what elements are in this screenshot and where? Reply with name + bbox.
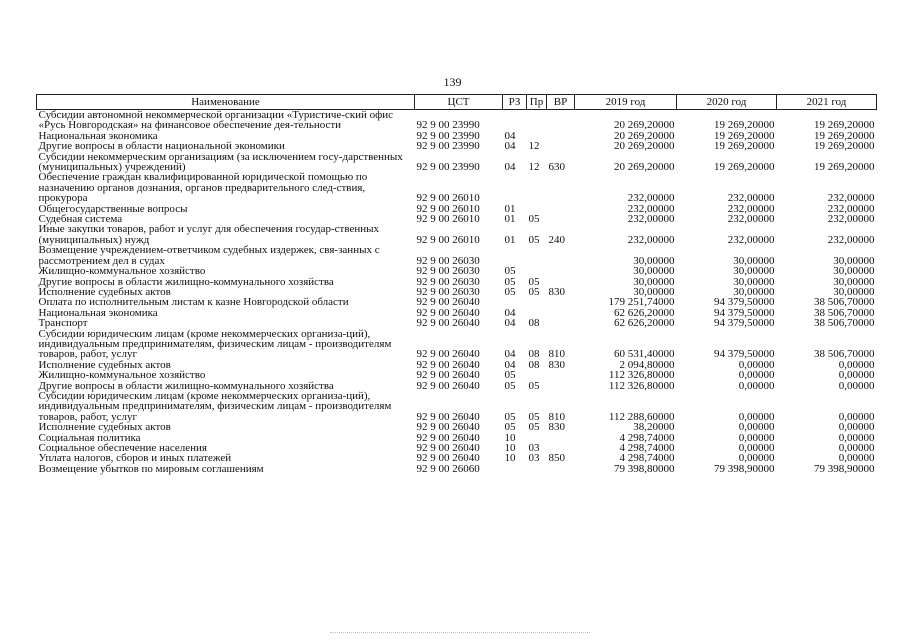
cell-rz: 05 <box>504 421 516 434</box>
cell-vr <box>547 204 575 214</box>
budget-table <box>36 94 877 474</box>
cell-name: Другие вопросы в области национальной экономики <box>38 140 285 153</box>
cell-name: Другие вопросы в области жилищно-коммунального хозяйства <box>38 275 334 288</box>
cell-cst: 92 9 00 23990 <box>416 119 480 132</box>
cell-pr <box>527 266 547 276</box>
table-row <box>37 110 877 131</box>
cell-rz: 05 <box>504 275 516 288</box>
cell-cst: 92 9 00 23990 <box>416 161 480 174</box>
cell-y2019: 4 298,74000 <box>619 452 675 465</box>
cell-y2019: 20 269,20000 <box>614 161 675 174</box>
cell-rz: 05 <box>504 285 516 298</box>
cell-vr: 810 <box>548 348 565 361</box>
cell-y2019: 4 298,74000 <box>619 442 675 454</box>
cell-name: Транспорт <box>38 317 88 330</box>
cell-y2021: 0,00000 <box>838 410 875 423</box>
cell-cst: 92 9 00 26040 <box>416 358 480 371</box>
cell-y2020: 0,00000 <box>738 421 775 434</box>
cell-y2021: 19 269,20000 <box>814 119 875 132</box>
cell-rz: 10 <box>504 452 516 465</box>
table-row <box>37 391 877 422</box>
cell-y2021: 0,00000 <box>838 421 875 434</box>
page-number: 139 <box>443 75 462 89</box>
cell-y2021: 0,00000 <box>838 431 875 444</box>
cell-y2019: 112 288,60000 <box>608 410 675 423</box>
col-header-pr: Пр <box>527 95 547 110</box>
table-row <box>37 266 877 276</box>
cell-y2020: 232,00000 <box>727 233 775 246</box>
cell-name: Субсидии юридическим лицам (кроме некоммерческих организа-ций), индивидуальным предпринимателям, физическим лицам - производителям товаров, работ, услуг <box>38 389 392 423</box>
cell-name: Исполнение судебных актов <box>38 421 171 434</box>
cell-name: Национальная экономика <box>38 306 158 319</box>
cell-vr <box>547 110 575 131</box>
table-header-row <box>37 95 877 110</box>
cell-rz: 04 <box>504 129 516 142</box>
cell-name: Иные закупки товаров, работ и услуг для обеспечения государ-ственных (муниципальных) нужд <box>38 223 380 246</box>
cell-pr <box>527 370 547 380</box>
cell-vr <box>547 370 575 380</box>
cell-y2021: 19 269,20000 <box>814 140 875 153</box>
cell-vr <box>547 131 575 141</box>
cell-cst: 92 9 00 26030 <box>416 275 480 288</box>
cell-y2020: 19 269,20000 <box>714 140 775 153</box>
col-header-rz: РЗ <box>503 95 527 110</box>
cell-y2020: 0,00000 <box>738 379 775 392</box>
cell-name: Субсидии автономной некоммерческой организации «Туристиче-ский офис «Русь Новгородская» на финансовое обеспечение дея-тельности <box>38 109 394 132</box>
cell-cst: 92 9 00 26040 <box>416 410 480 423</box>
cell-name: Жилищно-коммунальное хозяйство <box>38 265 206 278</box>
col-header-name: Наименование <box>37 95 415 110</box>
cell-vr: 240 <box>548 233 565 246</box>
cell-name: Социальная политика <box>38 431 141 444</box>
cell-y2020: 0,00000 <box>738 410 775 423</box>
cell-y2021: 232,00000 <box>827 192 875 205</box>
cell-cst: 92 9 00 26040 <box>416 452 480 465</box>
cell-y2020: 232,00000 <box>727 202 775 215</box>
cell-name: Другие вопросы в области жилищно-коммунального хозяйства <box>38 379 334 392</box>
cell-name: Оплата по исполнительным листам к казне Новгородской области <box>38 296 349 309</box>
cell-y2019: 232,00000 <box>627 192 675 205</box>
cell-rz <box>503 172 527 203</box>
cell-vr: 850 <box>548 452 565 465</box>
cell-y2021: 30,00000 <box>833 254 875 267</box>
cell-y2020: 94 379,50000 <box>714 306 775 319</box>
table-row <box>37 245 877 266</box>
cell-vr: 830 <box>548 285 565 298</box>
cell-y2019: 4 298,74000 <box>619 431 675 444</box>
table-row <box>37 224 877 245</box>
cell-vr <box>547 318 575 328</box>
cell-pr <box>527 297 547 307</box>
cell-y2019: 60 531,40000 <box>614 348 675 361</box>
cell-y2020: 232,00000 <box>727 213 775 226</box>
table-body <box>37 110 877 475</box>
cell-rz: 04 <box>504 161 516 174</box>
cell-y2021: 38 506,70000 <box>814 317 875 330</box>
cell-y2021: 0,00000 <box>838 369 875 382</box>
cell-y2021: 19 269,20000 <box>814 129 875 142</box>
cell-name: Судебная система <box>38 213 123 226</box>
col-header-2019: 2019 год <box>575 95 677 110</box>
cell-y2020: 94 379,50000 <box>714 348 775 361</box>
cell-rz <box>503 110 527 131</box>
cell-vr <box>547 245 575 266</box>
cell-vr <box>547 381 575 391</box>
cell-cst: 92 9 00 26030 <box>416 285 480 298</box>
cell-vr: 830 <box>548 421 565 434</box>
cell-rz: 01 <box>504 233 516 246</box>
scan-artifact-line <box>330 632 590 635</box>
cell-rz: 04 <box>504 317 516 330</box>
cell-y2021: 0,00000 <box>838 379 875 392</box>
cell-pr: 08 <box>528 348 540 361</box>
cell-y2021: 30,00000 <box>833 285 875 298</box>
cell-pr: 05 <box>528 213 540 226</box>
cell-name: Национальная экономика <box>38 129 158 142</box>
cell-name: Субсидии некоммерческим организациям (за исключением госу-дарственных (муниципальных) учреждений) <box>38 150 403 174</box>
cell-pr: 12 <box>528 140 540 153</box>
cell-y2021: 79 398,90000 <box>814 462 875 475</box>
cell-pr: 12 <box>528 161 540 174</box>
cell-y2019: 112 326,80000 <box>608 379 675 392</box>
cell-vr: 810 <box>548 410 565 423</box>
cell-y2019: 232,00000 <box>627 213 675 226</box>
cell-rz: 05 <box>504 369 516 382</box>
cell-vr <box>547 433 575 443</box>
cell-vr <box>547 464 575 474</box>
cell-pr: 03 <box>528 452 540 465</box>
cell-y2020: 0,00000 <box>738 442 775 454</box>
cell-cst: 92 9 00 26010 <box>416 213 480 226</box>
cell-y2019: 30,00000 <box>633 254 675 267</box>
cell-vr <box>547 308 575 318</box>
cell-y2021: 0,00000 <box>838 452 875 465</box>
cell-pr <box>527 464 547 474</box>
cell-pr <box>527 110 547 131</box>
cell-vr: 830 <box>548 358 565 371</box>
table-row <box>37 172 877 203</box>
table-row <box>37 370 877 380</box>
cell-y2020: 30,00000 <box>733 285 775 298</box>
cell-name: Исполнение судебных актов <box>38 358 171 371</box>
cell-rz: 05 <box>504 379 516 392</box>
cell-y2021: 38 506,70000 <box>814 296 875 309</box>
cell-y2020: 232,00000 <box>727 192 775 205</box>
cell-y2020: 19 269,20000 <box>714 119 775 132</box>
cell-y2019: 20 269,20000 <box>614 140 675 153</box>
cell-y2020: 19 269,20000 <box>714 129 775 142</box>
table-row <box>37 329 877 360</box>
cell-y2020: 94 379,50000 <box>714 317 775 330</box>
cell-rz <box>503 464 527 474</box>
cell-vr <box>547 297 575 307</box>
cell-y2019: 79 398,80000 <box>614 462 675 475</box>
cell-y2021: 0,00000 <box>838 442 875 454</box>
cell-name: Общегосударственные вопросы <box>38 202 188 215</box>
table-row <box>37 318 877 328</box>
cell-rz: 04 <box>504 348 516 361</box>
cell-rz: 05 <box>504 265 516 278</box>
cell-y2019: 112 326,80000 <box>608 369 675 382</box>
cell-y2019: 62 626,20000 <box>614 317 675 330</box>
cell-y2021: 30,00000 <box>833 265 875 278</box>
cell-pr: 05 <box>528 233 540 246</box>
cell-y2021: 38 506,70000 <box>814 348 875 361</box>
cell-y2019: 179 251,74000 <box>608 296 675 309</box>
cell-y2020: 30,00000 <box>733 254 775 267</box>
cell-cst: 92 9 00 26040 <box>416 379 480 392</box>
cell-rz: 05 <box>504 410 516 423</box>
cell-name: Обеспечение граждан квалифицированной юридической помощью по назначению органов дознания, органов предварительного след-ствия, прокурора <box>38 171 368 205</box>
cell-y2019: 232,00000 <box>627 202 675 215</box>
cell-y2021: 19 269,20000 <box>814 161 875 174</box>
cell-cst: 92 9 00 26040 <box>416 431 480 444</box>
cell-rz: 04 <box>504 358 516 371</box>
cell-y2019: 62 626,20000 <box>614 306 675 319</box>
cell-y2019: 20 269,20000 <box>614 119 675 132</box>
cell-pr: 05 <box>528 379 540 392</box>
cell-cst: 92 9 00 26030 <box>416 254 480 267</box>
cell-name: Жилищно-коммунальное хозяйство <box>38 369 206 382</box>
cell-cst: 92 9 00 26040 <box>416 421 480 434</box>
cell-y2021: 38 506,70000 <box>814 306 875 319</box>
cell-y2019: 2 094,80000 <box>619 358 675 371</box>
cell-cst: 92 9 00 26010 <box>416 202 480 215</box>
cell-y2020: 0,00000 <box>738 431 775 444</box>
cell-name: Исполнение судебных актов <box>38 285 171 298</box>
col-header-2020: 2020 год <box>677 95 777 110</box>
cell-cst: 92 9 00 26040 <box>416 442 480 454</box>
cell-rz: 10 <box>504 442 516 454</box>
cell-vr <box>547 172 575 203</box>
cell-pr: 08 <box>528 358 540 371</box>
cell-rz: 04 <box>504 306 516 319</box>
cell-pr: 05 <box>528 421 540 434</box>
cell-y2019: 30,00000 <box>633 285 675 298</box>
cell-name: Социальное обеспечение населения <box>38 442 207 454</box>
cell-cst: 92 9 00 26040 <box>416 348 480 361</box>
cell-pr: 05 <box>528 410 540 423</box>
cell-y2021: 232,00000 <box>827 233 875 246</box>
cell-vr <box>547 214 575 224</box>
cell-pr <box>527 172 547 203</box>
cell-pr: 03 <box>528 442 540 454</box>
cell-y2020: 0,00000 <box>738 452 775 465</box>
cell-name: Уплата налогов, сборов и иных платежей <box>38 452 232 465</box>
cell-rz: 10 <box>504 431 516 444</box>
cell-y2020: 0,00000 <box>738 358 775 371</box>
cell-y2019: 38,20000 <box>633 421 675 434</box>
cell-y2020: 0,00000 <box>738 369 775 382</box>
col-header-2021: 2021 год <box>777 95 877 110</box>
cell-pr: 05 <box>528 285 540 298</box>
cell-y2021: 232,00000 <box>827 213 875 226</box>
cell-rz: 01 <box>504 213 516 226</box>
cell-y2019: 232,00000 <box>627 233 675 246</box>
cell-cst: 92 9 00 26040 <box>416 296 480 309</box>
table-row <box>37 464 877 474</box>
cell-cst: 92 9 00 26040 <box>416 369 480 382</box>
cell-y2021: 0,00000 <box>838 358 875 371</box>
cell-y2020: 94 379,50000 <box>714 296 775 309</box>
cell-vr <box>547 141 575 151</box>
cell-y2019: 20 269,20000 <box>614 129 675 142</box>
cell-cst: 92 9 00 23990 <box>416 129 480 142</box>
cell-vr <box>547 266 575 276</box>
cell-name: Субсидии юридическим лицам (кроме некоммерческих организа-ций), индивидуальным предпринимателям, физическим лицам - производителям товаров, работ, услуг <box>38 327 392 361</box>
cell-pr: 05 <box>528 275 540 288</box>
col-header-vr: ВР <box>547 95 575 110</box>
cell-vr: 630 <box>548 161 565 174</box>
cell-cst: 92 9 00 26060 <box>416 462 480 475</box>
cell-cst: 92 9 00 23990 <box>416 140 480 153</box>
cell-cst: 92 9 00 26040 <box>416 317 480 330</box>
cell-y2019: 30,00000 <box>633 275 675 288</box>
cell-rz <box>503 245 527 266</box>
cell-y2020: 30,00000 <box>733 275 775 288</box>
cell-cst: 92 9 00 26010 <box>416 192 480 205</box>
cell-name: Возмещение учреждением-ответчиком судебных издержек, свя-занных с рассмотрением дел в судах <box>38 244 380 267</box>
cell-y2019: 30,00000 <box>633 265 675 278</box>
cell-pr: 08 <box>528 317 540 330</box>
cell-rz: 04 <box>504 140 516 153</box>
cell-y2020: 19 269,20000 <box>714 161 775 174</box>
cell-pr <box>527 245 547 266</box>
cell-y2020: 79 398,90000 <box>714 462 775 475</box>
cell-cst: 92 9 00 26010 <box>416 233 480 246</box>
cell-cst: 92 9 00 26040 <box>416 306 480 319</box>
cell-rz: 01 <box>504 202 516 215</box>
cell-name: Возмещение убытков по мировым соглашениям <box>38 462 264 475</box>
cell-y2021: 232,00000 <box>827 202 875 215</box>
col-header-cst: ЦСТ <box>415 95 503 110</box>
cell-y2020: 30,00000 <box>733 265 775 278</box>
cell-y2021: 30,00000 <box>833 275 875 288</box>
table-row <box>37 152 877 173</box>
cell-cst: 92 9 00 26030 <box>416 265 480 278</box>
